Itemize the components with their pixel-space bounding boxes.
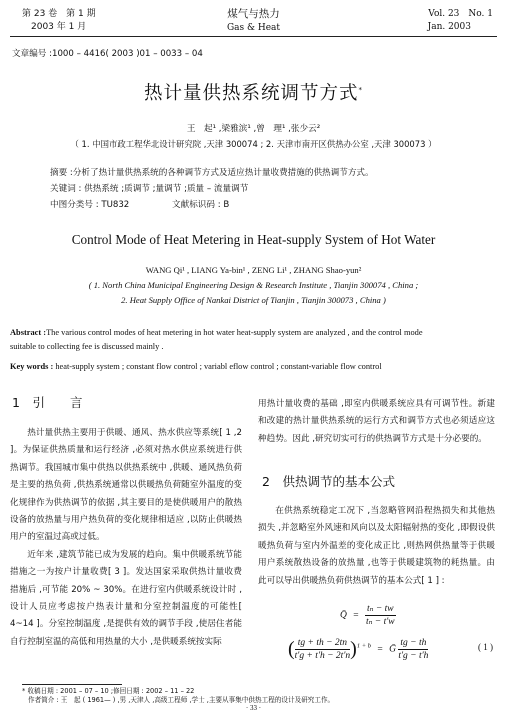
formula-line-1: [340, 603, 396, 628]
formula-fraction-3: [398, 637, 428, 662]
affiliation-en-2: 2. Heat Supply Office of Nankai District of Tianjin , Tianjin 300073 , China ): [121, 295, 386, 305]
journal-volume-cn: 第 23 卷 第 1 期: [22, 9, 96, 19]
left-paragraph-2: 近年来 ,建筑节能已成为发展的趋向。集中供暖系统节能措施之一为按户计量收费[ 3 ]。发达国家采取供热计量收费措施后 ,可节能 20% ~ 30%。在进行室内供暖系统设计时 ,设计人员应考虑按户热表计量和分室控制温度的可能性[ 4~14 ]。分室控制温度 ,是提供有效的调节手段 ,使居住者能自行控制室温的高低和用热量的大小 ,是供暖系统按实际: [10, 549, 242, 647]
right-paragraph-1: 用热计量收费的基础 ,即室内供暖系统应具有可调节性。新建和改建的热计量供热系统的运行方式和调节方式也必须适应这种趋势。因此 ,研究切实可行的供热调节方式是十分必要的。: [258, 399, 495, 444]
formula-num-3: tg − th: [398, 637, 428, 650]
keywords-en-row: [10, 361, 497, 373]
authors-en: WANG Qi¹ , LIANG Ya-bin¹ , ZENG Li¹ , ZHANG Shao-yun²: [145, 265, 362, 275]
formula-paren-right: ): [350, 638, 357, 660]
abstract-en-line-1: The various control modes of heat metering in hot water heat-supply system are analyzed , and the control mode: [46, 328, 423, 337]
abstract-cn: 摘要 :分析了热计量供热系统的各种调节方式及适应热计量收费措施的供热调节方式。: [50, 168, 374, 178]
footnote-received: * 收稿日期 : 2001 – 07 – 10 ;修回日期 : 2002 – 11 – 22: [22, 687, 195, 695]
abstract-en-line-2: suitable to collecting fee is discussed mainly .: [10, 342, 164, 351]
formula-den-2: t′g + t′h − 2t′n: [294, 651, 351, 661]
clc-number: 中图分类号 : TU832: [50, 200, 130, 210]
paper-title-en: Control Mode of Heat Metering in Heat-supply System of Hot Water: [71, 232, 436, 247]
abstract-en: [10, 326, 497, 354]
formula-num-1: tₙ − tw: [366, 604, 394, 614]
paper-title-cn: [0, 79, 507, 105]
right-paragraph-2: 在供热系统稳定工况下 ,当忽略管网沿程热损失和其他热损失 ,并忽略室外风速和风向以及太阳辐射热的变化 ,即假设供暖热负荷与室内外温差的变化成正比 ,则热网供热量等于供暖用户系统散热设备的放热量 ,也等于供暖建筑物的耗热量。由此可以导出供暖热负荷供热调节的基本公式[ 1 ] :: [258, 506, 495, 586]
keywords-en-label: Key words :: [10, 362, 54, 371]
equation-number: ( 1 ): [478, 642, 493, 652]
keywords-cn: 关键词 : 供热系统 ;质调节 ;量调节 ;质量 – 流量调节: [50, 184, 249, 194]
formula-g: Ḡ: [389, 644, 396, 655]
formula-q: Q̄: [340, 610, 347, 621]
document-code: 文献标识码 : B: [172, 200, 230, 210]
right-column-top: [258, 396, 495, 448]
formula-den-3: t′g − t′h: [398, 651, 429, 661]
journal-volume-en: Vol. 23 No. 1: [428, 9, 493, 19]
right-column-body: [258, 503, 495, 590]
footnote-rule: [22, 684, 122, 685]
title-footnote-mark: *: [358, 85, 363, 94]
formula-paren-left: (: [288, 638, 295, 660]
affiliation-cn: （ 1. 中国市政工程华北设计研究院 ,天津 300074 ; 2. 天津市南开区供热办公室 ,天津 300073 ）: [70, 139, 437, 149]
footnote-author: 作者简介 : 王 起 ( 1961— ) ,男 ,天津人 ,高级工程师 ,学士 ,主要从事集中供热工程的设计及研究工作。: [28, 696, 335, 704]
journal-name-cn: 煤气与热力: [227, 8, 280, 20]
journal-date-en: Jan. 2003: [427, 22, 471, 32]
formula-exponent: 1 + b: [356, 642, 371, 650]
left-column: [10, 425, 242, 651]
section-2-heading: 2 供热调节的基本公式: [262, 474, 395, 489]
abstract-en-label: Abstract :: [10, 328, 47, 337]
paper-title-cn-text: 热计量供热系统调节方式: [143, 83, 359, 104]
section-1-heading: 1 引 言: [12, 395, 83, 410]
journal-name-en: Gas & Heat: [226, 23, 281, 33]
article-number: 文章编号 :1000 – 4416( 2003 )01 – 0033 – 04: [12, 49, 203, 59]
formula-equals-1: =: [353, 610, 359, 621]
journal-date-cn: 2003 年 1 月: [31, 22, 87, 32]
keywords-en: heat-supply system ; constant flow control ; variabl eflow control ; constant-variable flow control: [55, 362, 382, 371]
formula-fraction-1: [365, 603, 396, 628]
formula-fraction-2: [295, 637, 350, 662]
authors-cn: 王 起¹ ,梁雅滨¹ ,曾 理¹ ,张少云²: [186, 124, 321, 134]
formula-line-2: [288, 637, 428, 662]
formula-den-1: tₙ − t′w: [365, 617, 395, 627]
page-number: · 33 ·: [245, 704, 262, 712]
affiliation-en-1: ( 1. North China Municipal Engineering Design & Research Institute , Tianjin 300074 , China ;: [88, 280, 419, 290]
header-rule: [10, 36, 497, 37]
formula-num-2: tg + th − 2tn: [295, 637, 350, 650]
left-paragraph-1: 热计量供热主要用于供暖、通风、热水供应等系统[ 1 ,2 ]。为保证供热质量和运行经济 ,必须对热水供应系统进行供热调节。我国城市集中供热以供热系统中 ,供暖、通风热负荷是主要的热负荷 ,供热系统通常以供暖热负荷随室外温度的变化规律作为供热调节的依据 ,其主要目的是使供暖用户的散热设备的放热量与用户热负荷的变化规律相适应 ,以防止供暖热用户的室温过高或过低。: [10, 428, 242, 543]
formula-equals-2: =: [377, 644, 383, 655]
